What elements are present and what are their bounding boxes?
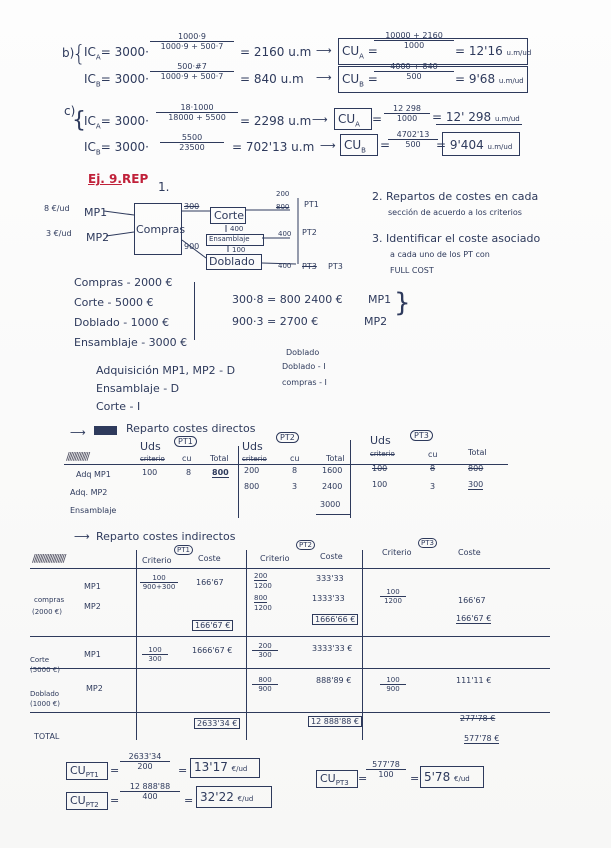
cua-b-result: = 12'16 u.m/ud (455, 44, 532, 58)
i-pt3-badge: PT3 (418, 538, 437, 548)
icb-b-result: = 840 u.m (240, 72, 304, 86)
i-total-pt3-struck: 277'78 € (460, 714, 496, 723)
i-pt2-badge: PT2 (296, 540, 315, 550)
d-pt2-badge: PT2 (276, 432, 299, 443)
d-col-divider-1 (238, 446, 239, 518)
mp1-price: 8 €/ud (44, 204, 70, 213)
compras-label: Compras (136, 223, 186, 236)
d-pt1-badge: PT1 (174, 436, 197, 447)
i-total-pt3: 577'78 € (464, 734, 500, 743)
cu-pt1-frac: $\frac{2633'34}{200}$ (120, 752, 170, 771)
label-b: b) (62, 46, 75, 60)
i-pt2-mp2-val: 1333'33 (312, 594, 345, 603)
hatch: ///////////// (66, 450, 89, 463)
divider (194, 282, 195, 340)
d-r2-c3: 3 (430, 482, 436, 491)
ica-b-lhs: $IC_A= 3000\cdot$ (84, 45, 149, 62)
exercise-tag: REP (122, 172, 149, 186)
i-pt2-sub: 1666'66 € (312, 614, 358, 625)
cu-pt3-result: 5'78 €/ud (424, 770, 470, 784)
i-compras-amt: (2000 €) (32, 608, 62, 616)
d-h-total-1: Total (210, 454, 229, 463)
note-2b: sección de acuerdo a los criterios (388, 208, 522, 217)
cost-compras: Compras - 2000 € (74, 276, 173, 289)
brace-b: { (72, 42, 86, 67)
note-3c: FULL COST (390, 266, 434, 275)
directos-title: Reparto costes directos (126, 422, 256, 435)
i-doblado-amt: (1000 €) (30, 700, 60, 708)
d-h-cu-1: cu (182, 454, 192, 463)
ica-c-result: = 2298 u.m (240, 114, 312, 128)
calc-line-2-label: MP2 (364, 315, 388, 328)
i-pt2-mp1-val: 333'33 (316, 574, 344, 583)
i-row-line-3 (30, 712, 550, 713)
qty-400b: 400 (278, 230, 292, 238)
cost-corte: Corte - 5000 € (74, 296, 154, 309)
d-r1-u1: 100 (142, 468, 158, 477)
cub-b-lhs: $CU_B$ = (342, 72, 378, 89)
assign-doblado-i: Doblado - I (282, 362, 326, 371)
d-pt3-badge: PT3 (410, 430, 433, 441)
arrow-icon: ⟶ (316, 71, 332, 84)
brace-mp: } (394, 288, 411, 318)
cu-pt1-lhs: $CU_{PT1}$ (70, 764, 99, 780)
i-pt1-badge: PT1 (174, 545, 193, 555)
equals: = (380, 138, 391, 152)
i-pt3-frac: $\frac{100}{1200}$ (380, 588, 406, 605)
i-pt2-c-b: 1200 (254, 582, 272, 590)
d-r2-u3: 100 (372, 480, 388, 489)
i-dob-pt2-frac: $\frac{800}{900}$ (252, 676, 278, 693)
equals: = (358, 772, 368, 785)
d-r2-c2: 3 (292, 482, 298, 491)
i-corte-amt: (5000 €) (30, 666, 60, 674)
i-corte-pt2-frac: $\frac{200}{300}$ (252, 642, 278, 659)
cost-doblado: Doblado - 1000 € (74, 316, 170, 329)
equals: = (110, 764, 120, 777)
qty-400a: 400 (230, 225, 244, 233)
i-dob-mp2: MP2 (86, 684, 103, 693)
i-pt2-c-a: 200 (254, 572, 268, 580)
mp2-price: 3 €/ud (46, 229, 72, 238)
i-total-pt2: 12 888'88 € (308, 716, 362, 727)
cu-pt3-lhs: $CU_{PT3}$ (320, 772, 349, 788)
qty-800: 800 (276, 203, 290, 211)
i-corte-pt1-val: 1666'67 € (192, 646, 233, 655)
cub-c-fraction: $\frac{4702'13}{500}$ (388, 130, 438, 149)
label-c: c) (64, 104, 76, 118)
d-r1-c1: 8 (186, 468, 192, 477)
d-r1-t1: 800 (212, 468, 229, 477)
arrow-icon: ⟶ (312, 113, 328, 126)
d-uds-pt3: Uds (370, 434, 391, 447)
assign-line-2: Ensamblaje - D (96, 382, 180, 395)
arrow-icon: ⟶ (316, 44, 332, 57)
d-uds-pt1: Uds (140, 440, 161, 453)
i-total-label: TOTAL (34, 732, 60, 741)
cu-pt2-result: 32'22 €/ud (200, 790, 254, 804)
pt1-label: PT1 (304, 200, 319, 209)
d-r2-t2: 2400 (322, 482, 343, 491)
cu-pt1-result: 13'17 €/ud (194, 760, 248, 774)
assign-line-3: Corte - I (96, 400, 141, 413)
equals: = (110, 794, 120, 807)
i-mp1: MP1 (84, 582, 101, 591)
d-r1-u2: 200 (244, 466, 260, 475)
ensamblaje-label: Ensamblaje (209, 235, 250, 243)
ica-c-fraction: $\frac{18\cdot 1000}{18000 + 5500}$ (156, 103, 238, 122)
cu-pt2-lhs: $CU_{PT2}$ (70, 794, 99, 810)
ica-c-lhs: $IC_A= 3000\cdot$ (84, 114, 149, 131)
ica-b-result: = 2160 u.m (240, 45, 312, 59)
qty-300: 300 (184, 202, 200, 211)
d-r1-c3: 8 (430, 464, 436, 473)
i-h-criterio-3: Criterio (382, 548, 412, 557)
calc-line-1: 300·8 = 800 2400 € (232, 293, 343, 306)
cua-c-result: = 12' 298 u.m/ud (432, 110, 520, 124)
i-corte-mp1: MP1 (84, 650, 101, 659)
d-r2-u2: 800 (244, 482, 260, 491)
arrow-icon: ⟶ (320, 139, 336, 152)
calc-line-2: 900·3 = 2700 € (232, 315, 319, 328)
cua-c-fraction: $\frac{12 298}{1000}$ (384, 104, 430, 123)
i-h-criterio-2: Criterio (260, 554, 290, 563)
d-r1-t3: 800 (468, 464, 484, 473)
icb-c-lhs: $IC_B= 3000\cdot$ (84, 140, 149, 157)
qty-400c: 400 (278, 262, 292, 270)
mp2-label: MP2 (86, 231, 110, 244)
equals: = (372, 112, 383, 126)
i-h-coste-1: Coste (198, 554, 221, 563)
d-row-label-2: Adq. MP2 (70, 488, 108, 497)
cua-b-fraction: $\frac{10000 + 2160}{1000}$ (374, 31, 454, 50)
calc-line-1-label: MP1 (368, 293, 392, 306)
note-2: 2. Repartos de costes en cada (372, 190, 539, 203)
icb-b-lhs: $IC_B= 3000\cdot$ (84, 72, 149, 89)
d-r1-u3: 100 (372, 464, 388, 473)
i-pt3-sub: 166'67 € (456, 614, 492, 623)
d-h-cu-2: cu (290, 454, 300, 463)
d-sum-line (316, 514, 350, 515)
corte-label: Corte (214, 209, 245, 222)
d-h-criterio-1: criterio (140, 455, 165, 463)
d-r3-t2: 3000 (320, 500, 341, 509)
d-h-cu-3: cu (428, 450, 438, 459)
cub-c-result: = 9'404 u.m/ud (436, 138, 513, 152)
cua-b-lhs: $CU_A$ = (342, 44, 378, 61)
i-corte-pt1-frac: $\frac{100}{300}$ (142, 646, 168, 663)
i-compras: compras (34, 596, 65, 604)
note-3: 3. Identificar el coste asociado (372, 232, 541, 245)
doblado-label: Doblado (209, 255, 255, 268)
mp1-label: MP1 (84, 206, 108, 219)
d-uds-pt2: Uds (242, 440, 263, 453)
d-h-criterio-3: criterio (370, 450, 395, 458)
cub-c-lhs: $CU_B$ (344, 138, 366, 155)
d-r2-t3: 300 (468, 480, 484, 489)
i-corte: Corte (30, 656, 50, 664)
d-r1-t2: 1600 (322, 466, 343, 475)
i-pt1-sub: 166'67 € (192, 620, 233, 631)
cu-pt3-frac: $\frac{577'78}{100}$ (366, 760, 406, 779)
i-dob-pt2-val: 888'89 € (316, 676, 352, 685)
d-row-label-3: Ensamblaje (70, 506, 117, 515)
assign-compras-i: compras - I (282, 378, 327, 387)
qty-900: 900 (184, 242, 200, 251)
pt3-strike: PT3 (302, 262, 317, 271)
i-pt3-mp2-val: 166'67 (458, 596, 486, 605)
d-row-label-1: Adq MP1 (76, 470, 111, 479)
note-3b: a cada uno de los PT con (390, 250, 490, 259)
pt3-label: PT3 (328, 262, 343, 271)
i-dob-pt3-frac: $\frac{100}{900}$ (380, 676, 406, 693)
i-total-pt1: 2633'34 € (194, 718, 240, 729)
i-row-line-2 (30, 668, 550, 669)
equals: = (184, 794, 194, 807)
d-h-criterio-2: criterio (242, 455, 267, 463)
i-mp2: MP2 (84, 602, 101, 611)
ica-b-fraction: $\frac{1000\cdot 9}{1000\cdot 9 + 500\cdot 7}$ (150, 32, 234, 51)
d-h-total-2: Total (326, 454, 345, 463)
step-label: 1. (158, 180, 170, 194)
qty-200: 200 (276, 190, 290, 198)
cu-pt2-frac: $\frac{12 888'88}{400}$ (120, 782, 180, 801)
icb-c-result: = 702'13 u.m (232, 140, 315, 154)
indirectos-title: Reparto costes indirectos (96, 530, 236, 543)
i-row-line-1 (30, 636, 550, 637)
cub-b-result: = 9'68 u.m/ud (455, 72, 524, 86)
icb-c-fraction: $\frac{5500}{23500}$ (160, 133, 224, 152)
cua-c-lhs: $CU_A$ (338, 112, 360, 129)
brace-c: { (72, 108, 86, 133)
d-r1-c2: 8 (292, 466, 298, 475)
i-pt1-mp1-val: 166'67 (196, 578, 224, 587)
i-dob-pt3-val: 111'11 € (456, 676, 492, 685)
exercise-title: Ej. 9. (88, 172, 122, 186)
scribble: ■■■ (94, 426, 117, 435)
i-corte-pt2-val: 3333'33 € (312, 644, 353, 653)
assign-line-1: Adquisición MP1, MP2 - D (96, 364, 236, 377)
qty-100: 100 (232, 246, 246, 254)
hatch: /////////////////// (32, 552, 65, 565)
arrow-icon: ⟶ (74, 530, 90, 543)
d-col-divider-2 (350, 440, 351, 518)
cub-b-fraction: $\frac{4000 + 840}{500}$ (374, 62, 454, 81)
equals: = (178, 764, 188, 777)
equals: = (410, 772, 420, 785)
i-pt1-mp1-frac: $\frac{100}{900+300}$ (140, 574, 178, 591)
pt2-label: PT2 (302, 228, 317, 237)
icb-b-fraction: $\frac{500\cdot\#7}{1000\cdot 9 + 500\cdot 7}$ (150, 62, 234, 81)
i-pt2-c-d: 1200 (254, 604, 272, 612)
i-h-criterio-1: Criterio (142, 556, 172, 565)
i-h-coste-2: Coste (320, 552, 343, 561)
assign-doblado: Doblado (286, 348, 320, 357)
d-header-line (64, 464, 508, 465)
i-pt2-c-c: 800 (254, 594, 268, 602)
arrow-icon: ⟶ (70, 426, 86, 439)
i-doblado: Doblado (30, 690, 60, 698)
i-h-coste-3: Coste (458, 548, 481, 557)
cost-ensamblaje: Ensamblaje - 3000 € (74, 336, 188, 349)
i-header-line (30, 568, 550, 569)
d-h-total-3: Total (468, 448, 487, 457)
